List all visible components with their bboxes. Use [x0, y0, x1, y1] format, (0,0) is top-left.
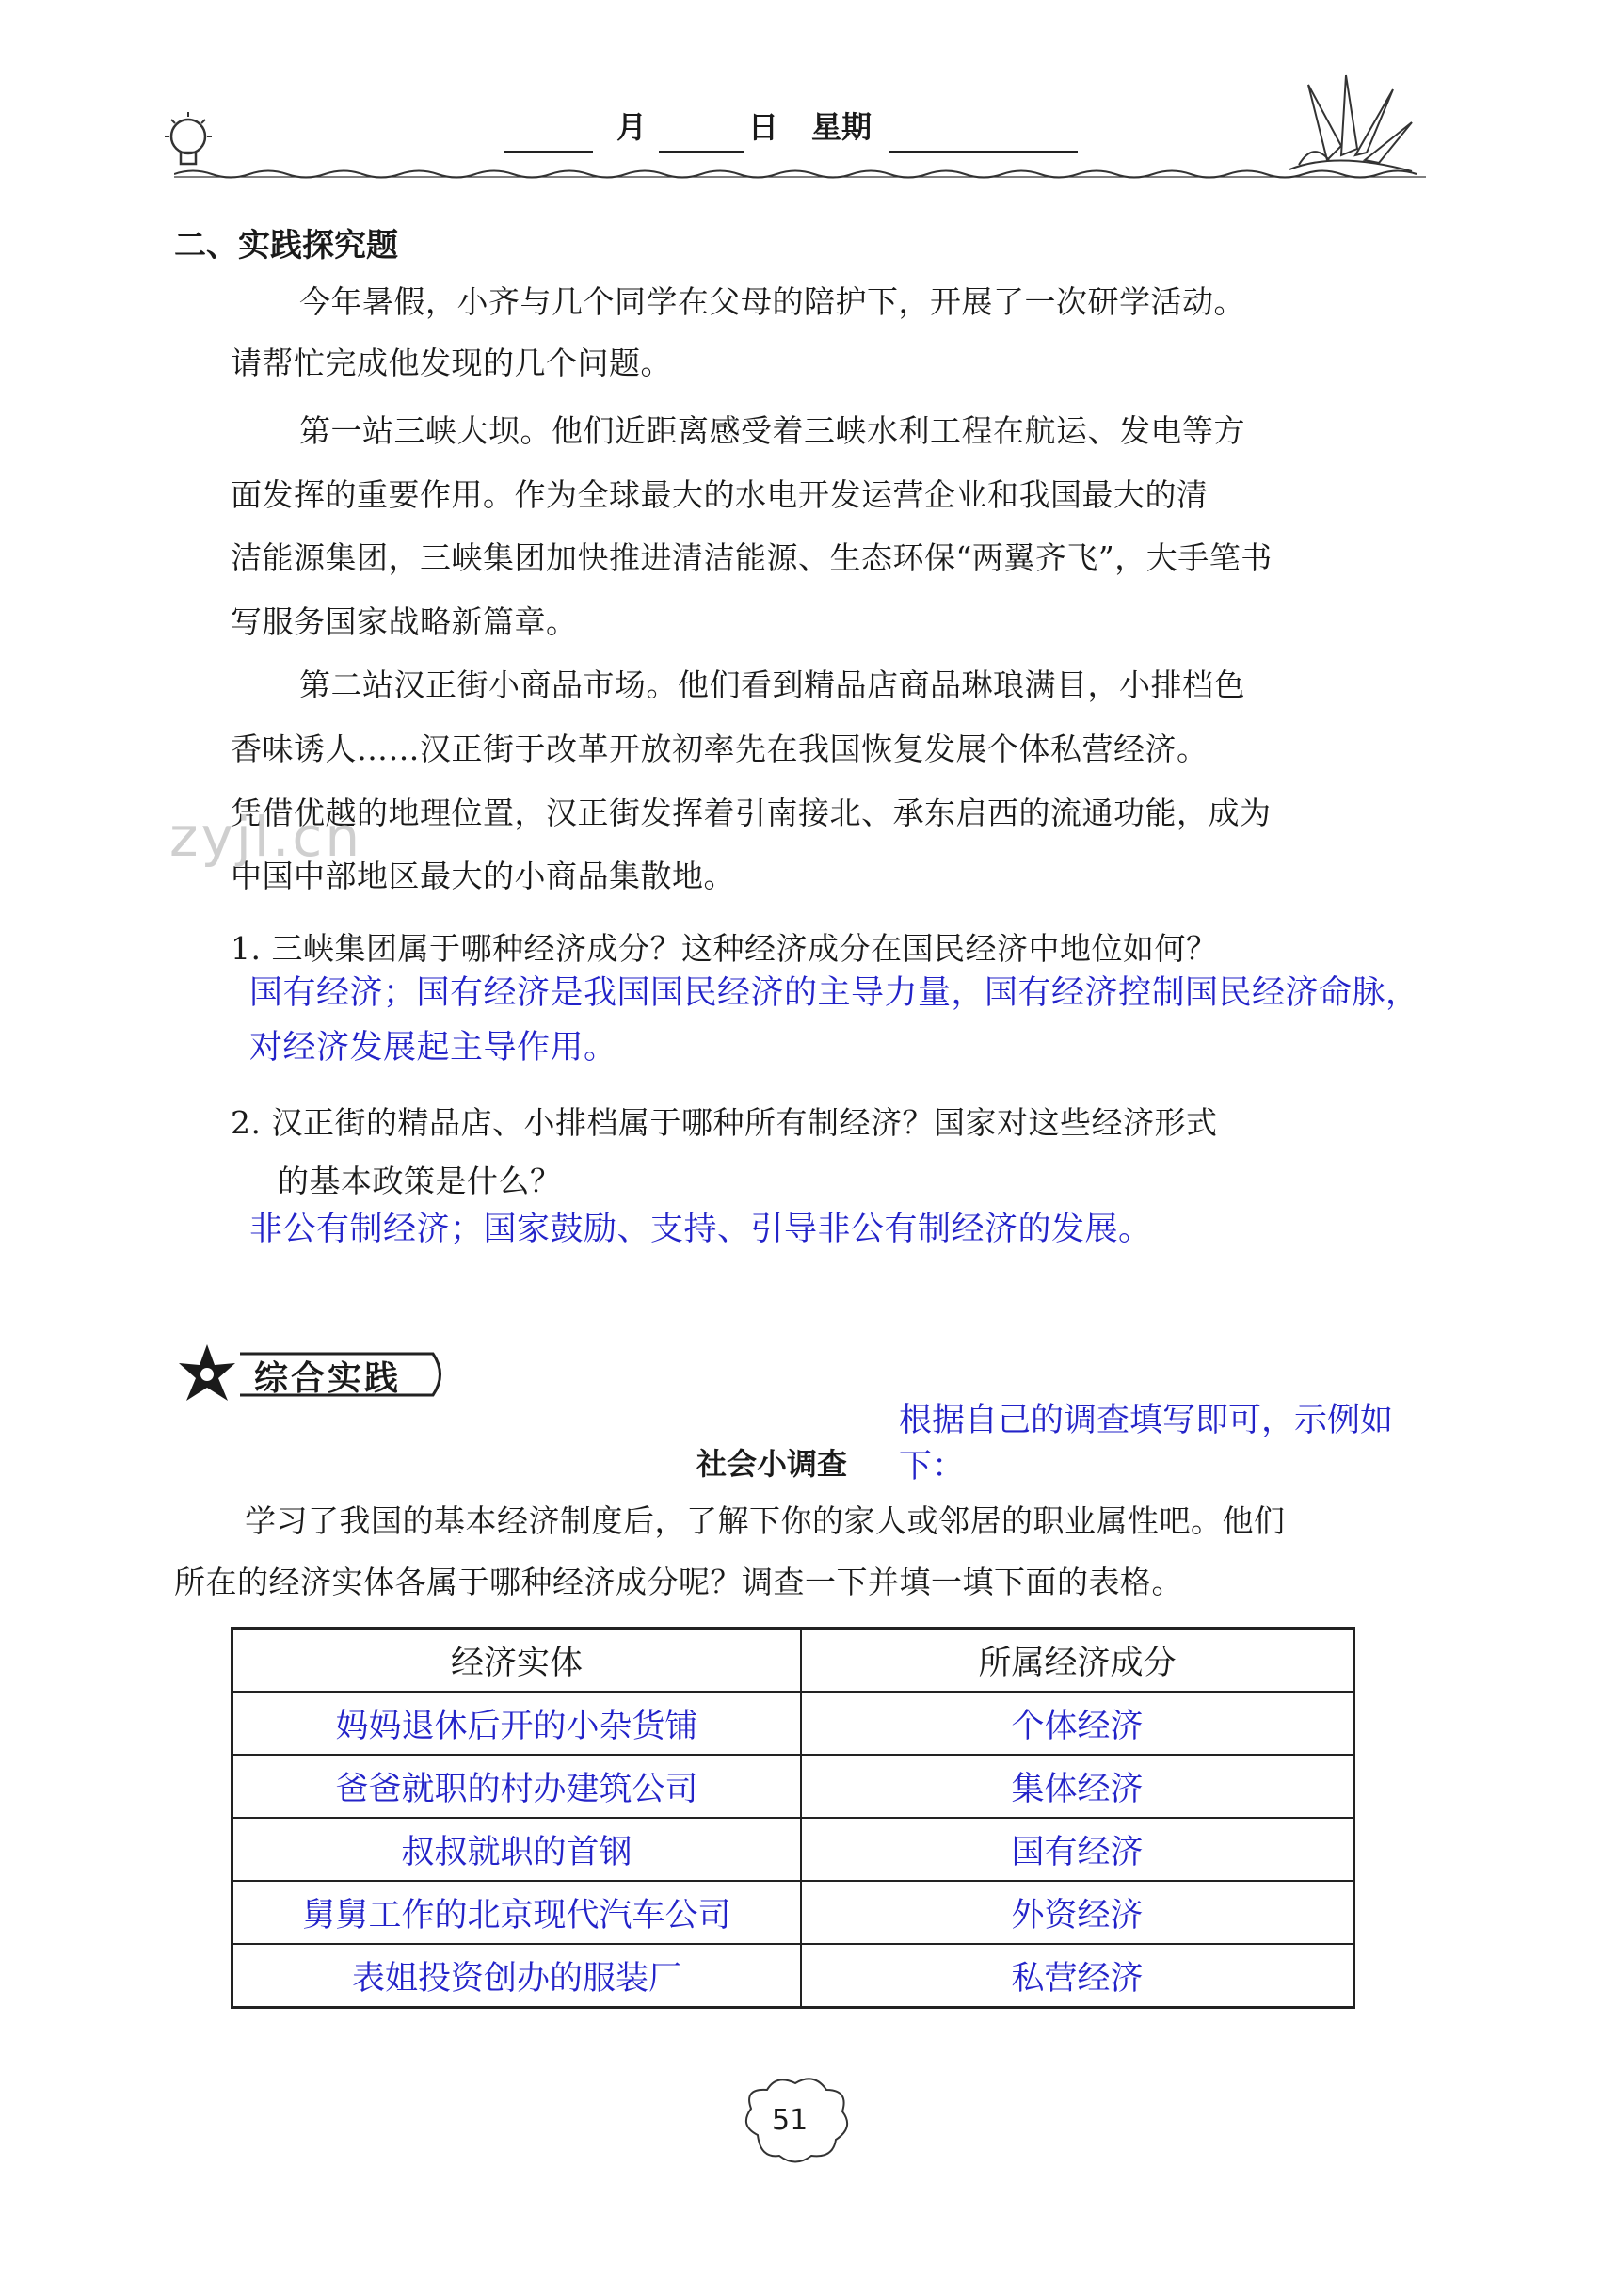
weekday-blank[interactable] — [889, 113, 1078, 153]
table-row — [232, 1881, 1354, 1944]
practice-badge-label: 综合实践 — [254, 1359, 402, 1398]
table-row — [232, 1818, 1354, 1881]
table-cell-component[interactable]: 个体经济 — [801, 1692, 1354, 1755]
table-row — [232, 1692, 1354, 1755]
survey-intro-line1: 学习了我国的基本经济制度后，了解下你的家人或邻居的职业属性吧。他们 — [245, 1502, 1286, 1539]
passage-p3-line3: 凭借优越的地理位置，汉正街发挥着引南接北、承东启西的流通功能，成为 — [231, 795, 1272, 831]
survey-title: 社会小调查 — [696, 1446, 848, 1482]
table-cell-component[interactable]: 国有经济 — [801, 1818, 1354, 1881]
section-title: 二、实践探究题 — [174, 227, 398, 265]
passage-p3-line4: 中国中部地区最大的小商品集散地。 — [231, 858, 735, 894]
table-header-entity: 经济实体 — [232, 1629, 802, 1693]
passage-p2-line3: 洁能源集团，三峡集团加快推进清洁能源、生态环保“两翼齐飞”，大手笔书 — [231, 539, 1273, 576]
survey-note: 根据自己的调查填写即可，示例如下： — [899, 1402, 1394, 1485]
answer-1-line2: 对经济发展起主导作用。 — [249, 1029, 617, 1067]
watermark: zyjl.cn — [169, 805, 363, 869]
passage-p2-line1: 第一站三峡大坝。他们近距离感受着三峡水利工程在航运、发电等方 — [299, 412, 1245, 449]
table-cell-component[interactable]: 外资经济 — [801, 1881, 1354, 1944]
table-cell-component[interactable]: 私营经济 — [801, 1944, 1354, 2008]
table-header-row — [232, 1629, 1354, 1693]
answer-2: 非公有制经济；国家鼓励、支持、引导非公有制经济的发展。 — [249, 1211, 1152, 1248]
month-blank[interactable] — [504, 113, 593, 153]
table-cell-component[interactable]: 集体经济 — [801, 1755, 1354, 1818]
answer-1-line1: 国有经济；国有经济是我国国民经济的主导力量，国有经济控制国民经济命脉， — [249, 974, 1419, 1012]
day-blank[interactable] — [659, 113, 744, 153]
table-cell-entity[interactable]: 爸爸就职的村办建筑公司 — [232, 1755, 802, 1818]
header-wavy-rule — [174, 168, 1426, 181]
passage-p2-line4: 写服务国家战略新篇章。 — [231, 603, 578, 640]
passage-p3-line2: 香味诱人……汉正街于改革开放初率先在我国恢复发展个体私营经济。 — [231, 731, 1209, 767]
bird-of-paradise-flower-icon — [1271, 66, 1421, 184]
table-row — [232, 1944, 1354, 2008]
table-cell-entity[interactable]: 舅舅工作的北京现代汽车公司 — [232, 1881, 802, 1944]
table-cell-entity[interactable]: 表姐投资创办的服装厂 — [232, 1944, 802, 2008]
question-2-line1: 2. 汉正街的精品店、小排档属于哪种所有制经济？国家对这些经济形式 — [231, 1104, 1218, 1141]
passage-p3-line1: 第二站汉正街小商品市场。他们看到精品店商品琳琅满目，小排档色 — [299, 666, 1245, 703]
weekday-label: 星期 — [811, 109, 873, 145]
page-number: 51 — [772, 2104, 809, 2137]
table-cell-entity[interactable]: 叔叔就职的首钢 — [232, 1818, 802, 1881]
survey-intro-line2: 所在的经济实体各属于哪种经济成分呢？调查一下并填一填下面的表格。 — [174, 1564, 1183, 1600]
passage-p1-line1: 今年暑假，小齐与几个同学在父母的陪护下，开展了一次研学活动。 — [299, 283, 1245, 320]
day-label: 日 — [748, 109, 779, 145]
passage-p2-line2: 面发挥的重要作用。作为全球最大的水电开发运营企业和我国最大的清 — [231, 476, 1209, 513]
table-cell-entity[interactable]: 妈妈退休后开的小杂货铺 — [232, 1692, 802, 1755]
survey-table — [231, 1627, 1355, 2009]
month-label: 月 — [616, 109, 648, 145]
question-1: 1. 三峡集团属于哪种经济成分？这种经济成分在国民经济中地位如何？ — [231, 930, 1218, 967]
table-header-component: 所属经济成分 — [801, 1629, 1354, 1693]
question-2-line2: 的基本政策是什么？ — [278, 1163, 562, 1199]
table-row — [232, 1755, 1354, 1818]
passage-p1-line2: 请帮忙完成他发现的几个问题。 — [231, 345, 672, 381]
